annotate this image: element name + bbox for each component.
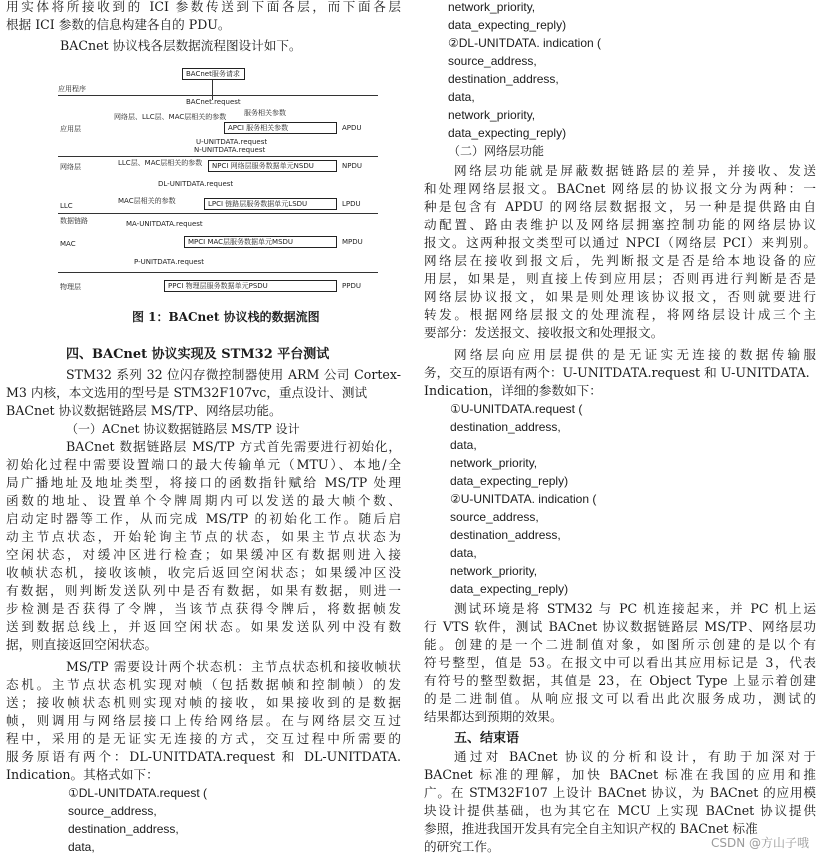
dl-request-line: source_address, xyxy=(68,804,157,818)
diagram-divider xyxy=(58,95,378,96)
npci-box: NPCI 网络层服务数据单元NSDU xyxy=(208,160,337,172)
u-request-line: destination_address, xyxy=(450,420,561,434)
u-request-line: source_address, xyxy=(450,510,539,524)
note-service-params: 服务相关参数 xyxy=(244,109,286,117)
diagram-divider xyxy=(58,213,378,214)
mstp-line: 局广播地址及地址类型，将接口的函数指针赋给 MS/TP 处理 xyxy=(6,475,401,490)
pdu-apdu: APDU xyxy=(342,124,362,132)
mstp-line: 步检测是否获得了令牌，当该节点获得令牌后，将数据帧发 xyxy=(6,601,401,616)
primitive-p-unitdata: P-UNITDATA.request xyxy=(134,258,205,266)
service-line: Indication，详细的参数如下： xyxy=(424,383,602,398)
mstp-line: 动主节点状态，开始轮询主节点的状态，如果主节点状态为 xyxy=(6,529,401,544)
network-line: 要部分：发送报文、接收报文和处理报文。 xyxy=(424,325,664,340)
section-five-heading: 五、结束语 xyxy=(454,731,520,746)
layer-llc: LLC xyxy=(60,202,73,210)
test-line: 符号整型，值是 53。在报文中可以看出其应用标记是 3，代表 xyxy=(424,655,816,670)
service-line: 网络层向应用层提供的是无证实无连接的数据传输服 xyxy=(454,347,816,362)
bacnet-dataflow-diagram xyxy=(58,68,404,300)
mstp-line: 有数据，则判断发送队列中是否有数据，如果有数据，则进一 xyxy=(6,583,401,598)
mstp-line: BACnet 数据链路层 MS/TP 方式首先需要进行初始化， xyxy=(66,439,401,454)
mstp-line: 函数的地址、设置单个令牌周期内可以发送的最大帧个数、 xyxy=(6,493,401,508)
csdn-watermark: CSDN @方山子哦 xyxy=(710,836,809,850)
conclusion-line: BACnet 标准的理解，加快 BACnet 标准在我国的应用和推 xyxy=(424,767,816,782)
apci-box: APCI 服务相关参数 xyxy=(224,122,337,134)
primitive-ma-unitdata: MA-UNITDATA.request xyxy=(126,220,203,228)
primitive-bacnet-request: BACnet.request xyxy=(186,98,241,106)
network-line: 动配置、路由表维护以及网络层拥塞控制功能的网络层协议 xyxy=(424,217,816,232)
state-machine-line: 态机。主节点状态机实现对帧（包括数据帧和控制帧）的发 xyxy=(6,677,401,692)
right-column xyxy=(424,0,816,857)
layer-app: 应用层 xyxy=(60,125,81,133)
top-param-line: ②DL-UNITDATA. indication ( xyxy=(448,36,602,50)
note-mac-params: MAC层相关的参数 xyxy=(118,197,176,205)
ppci-box: PPCI 物理层服务数据单元PSDU xyxy=(164,280,337,292)
section-four-heading: 四、BACnet 协议实现及 STM32 平台测试 xyxy=(66,347,330,362)
lpci-box: LPCI 链路层服务数据单元LSDU xyxy=(204,198,337,210)
u-request-line: data, xyxy=(450,438,477,452)
pdu-ppdu: PPDU xyxy=(342,282,361,290)
u-request-line: ②U-UNITDATA. indication ( xyxy=(450,492,597,506)
test-line: 能。创建的是一个二进制值对象，如图所示创建的是以个有 xyxy=(424,637,816,652)
mstp-line: 初始化过程中需要设置端口的最大传输单元（MTU）、本地/全 xyxy=(6,457,401,472)
section-four-line: BACnet 协议数据链路层 MS/TP、网络层功能。 xyxy=(6,403,282,418)
diagram-arrow xyxy=(212,80,213,100)
note-app-params: 网络层、LLC层、MAC层相关的参数 xyxy=(114,113,227,121)
test-line: 的是二进制值。从响应报文可以看出此次服务成功，测试的 xyxy=(424,691,816,706)
top-param-line: network_priority, xyxy=(448,0,536,14)
top-param-line: data_expecting_reply) xyxy=(448,18,567,32)
top-param-line: source_address, xyxy=(448,54,537,68)
layer-datalink: 数据链路 xyxy=(60,217,88,225)
mstp-line: 启动定时器等工作，从而完成 MS/TP 的初始化工作。随后启 xyxy=(6,511,401,526)
u-request-line: network_priority, xyxy=(450,564,538,578)
intro-line: BACnet 协议栈各层数据流程图设计如下。 xyxy=(60,38,302,53)
state-machine-line: 服务原语有两个：DL-UNITDATA.request 和 DL-UNITDATA. xyxy=(6,749,401,764)
intro-line: 用实体将所接收到的 ICI 参数传送到下面各层，而下面各层 xyxy=(6,0,401,14)
test-line: 测试环境是将 STM32 与 PC 机连接起来，并 PC 机上运 xyxy=(454,601,816,616)
network-line: 网络层在接收到报文后，先判断报文是否是给本地设备的应 xyxy=(424,253,816,268)
network-line: 种是包含有 APDU 的网络层数据报文，另一种是提供路由自 xyxy=(424,199,816,214)
pdu-mpdu: MPDU xyxy=(342,238,363,246)
dl-request-line: ①DL-UNITDATA.request ( xyxy=(68,786,208,800)
top-param-line: data_expecting_reply) xyxy=(448,126,567,140)
state-machine-line: Indication。其格式如下： xyxy=(6,767,159,782)
pdu-lpdu: LPDU xyxy=(342,200,361,208)
primitive-n-unitdata: N-UNITDATA.request xyxy=(194,146,266,154)
layer-physical: 物理层 xyxy=(60,283,81,291)
conclusion-line: 的研究工作。 xyxy=(424,839,500,854)
mstp-line: 送到数据总线上，并返回空闲状态。如果发送队列中没有数 xyxy=(6,619,401,634)
service-line: 务，交互的原语有两个：U-UNITDATA.request 和 U-UNITDATA. xyxy=(424,365,810,380)
conclusion-line: 参照，推进我国开发具有完全自主知识产权的 BACnet 标准 xyxy=(424,821,758,836)
section-four-line: STM32 系列 32 位闪存微控制器使用 ARM 公司 Cortex- xyxy=(66,367,401,382)
mstp-line: 空闲状态，对缓冲区进行检查；如果缓冲区有数据则进入接 xyxy=(6,547,401,562)
note-llc-mac-params: LLC层、MAC层相关的参数 xyxy=(118,159,203,167)
u-request-line: data, xyxy=(450,546,477,560)
intro-line: 根据 ICI 参数的信息构建各自的 PDU。 xyxy=(6,17,231,32)
test-line: 行 VTS 软件，测试 BACnet 协议数据链路层 MS/TP、网络层功 xyxy=(424,619,816,634)
mstp-line: 收帧状态机，接收该帧，收完后返回空闲状态；如果缓冲区没 xyxy=(6,565,401,580)
layer-app-program: 应用程序 xyxy=(58,85,86,93)
mstp-line: 据，则直接返回空闲状态。 xyxy=(6,637,158,652)
network-line: 用层，如果是，则直接上传到应用层；否则再进行判断是否是 xyxy=(424,271,816,286)
left-column xyxy=(6,0,406,857)
conclusion-line: 广。在 STM32F107 上设计 BACnet 协议，为 BACnet 的应用模 xyxy=(424,785,816,800)
subsection-two-heading: （二）网络层功能 xyxy=(448,144,545,158)
diagram-divider xyxy=(58,156,378,157)
layer-mac: MAC xyxy=(60,240,76,248)
section-four-line: M3 内核，本文选用的型号是 STM32F107vc，重点设计、测试 xyxy=(6,385,368,400)
state-machine-line: 送；接收帧状态机则实现对帧的接收，如果接收到的是数据 xyxy=(6,695,401,710)
u-request-line: destination_address, xyxy=(450,528,561,542)
u-request-line: data_expecting_reply) xyxy=(450,474,569,488)
u-request-line: data_expecting_reply) xyxy=(450,582,569,596)
network-line: 转发。根据网络层报文的处理流程，将网络层设计成三个主 xyxy=(424,307,816,322)
pdu-npdu: NPDU xyxy=(342,162,362,170)
diagram-title-box: BACnet服务请求 xyxy=(182,68,245,80)
layer-network: 网络层 xyxy=(60,163,81,171)
state-machine-line: 程中，采用的是无证实无连接的方式，交互过程中所需要的 xyxy=(6,731,401,746)
primitive-u-unitdata: U-UNITDATA.request xyxy=(196,138,268,146)
diagram-divider xyxy=(58,272,378,273)
top-param-line: data, xyxy=(448,90,475,104)
top-param-line: destination_address, xyxy=(448,72,559,86)
network-line: 和处理网络层报文。BACnet 网络层的协议报文分为两种：一 xyxy=(424,181,816,196)
test-line: 有符号的整型数据，其值是 23，在 Object Type 上显示着创建 xyxy=(424,673,816,688)
subsection-one-heading: （一）ACnet 协议数据链路层 MS/TP 设计 xyxy=(66,422,300,436)
network-line: 报文。这两种报文类型可以通过 NPCI（网络层 PCI）来判别。 xyxy=(424,235,816,250)
dl-request-line: destination_address, xyxy=(68,822,179,836)
network-line: 网络层协议报文，如果是则处理该协议报文，否则就要进行 xyxy=(424,289,816,304)
mpci-box: MPCI MAC层服务数据单元MSDU xyxy=(184,236,337,248)
state-machine-line: 帧，则调用与网络层接口上传给网络层。在与网络层交互过 xyxy=(6,713,401,728)
top-param-line: network_priority, xyxy=(448,108,536,122)
conclusion-line: 块设计提供基础，也为其它在 MCU 上实现 BACnet 协议提供 xyxy=(424,803,816,818)
dl-request-line: data, xyxy=(68,840,95,854)
figure-caption: 图 1：BACnet 协议栈的数据流图 xyxy=(132,310,320,324)
u-request-line: ①U-UNITDATA.request ( xyxy=(450,402,583,416)
network-line: 网络层功能就是屏蔽数据链路层的差异，并接收、发送 xyxy=(454,163,816,178)
test-line: 结果都达到预期的效果。 xyxy=(424,709,563,724)
primitive-dl-unitdata: DL-UNITDATA.request xyxy=(158,180,234,188)
state-machine-line: MS/TP 需要设计两个状态机：主节点状态机和接收帧状 xyxy=(66,659,401,674)
conclusion-line: 通过对 BACnet 协议的分析和设计，有助于加深对于 xyxy=(454,749,816,764)
u-request-line: network_priority, xyxy=(450,456,538,470)
